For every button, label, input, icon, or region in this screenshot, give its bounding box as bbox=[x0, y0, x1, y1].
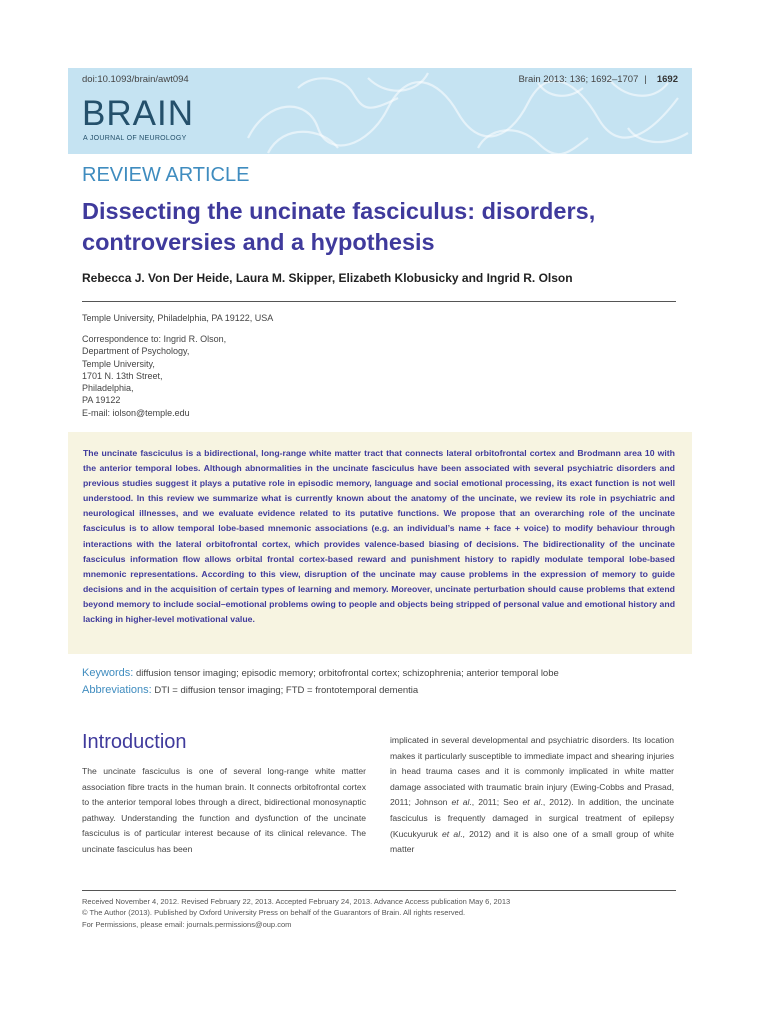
correspondence-line: Philadelphia, bbox=[82, 383, 134, 394]
introduction-heading: Introduction bbox=[82, 731, 187, 753]
correspondence-line: PA 19122 bbox=[82, 395, 121, 406]
intro-text: ., 2012) and it is also one of a small group of white matter bbox=[390, 828, 674, 855]
citation-separator: | bbox=[644, 74, 647, 85]
article-title: Dissecting the uncinate fasciculus: disorders, controversies and a hypothesis bbox=[82, 198, 596, 255]
abbreviations-line bbox=[82, 684, 418, 696]
et-al: et al bbox=[451, 797, 470, 808]
author-list: Rebecca J. Von Der Heide, Laura M. Skipper, Elizabeth Klobusicky and Ingrid R. Olson bbox=[82, 271, 573, 285]
footer-dates: Received November 4, 2012. Revised February 22, 2013. Accepted February 24, 2013. Advance Access publication May 6, 2013 bbox=[82, 897, 511, 906]
journal-logo: BRAIN bbox=[82, 94, 194, 133]
correspondence-email[interactable]: E-mail: iolson@temple.edu bbox=[82, 407, 190, 418]
footer-copyright: © The Author (2013). Published by Oxford University Press on behalf of the Guarantors of Brain. All rights reserved. bbox=[82, 908, 466, 918]
citation-info bbox=[518, 74, 678, 85]
journal-header-band bbox=[68, 68, 692, 154]
keywords-label: Keywords: bbox=[82, 667, 134, 679]
journal-subtitle: A JOURNAL OF NEUROLOGY bbox=[83, 135, 187, 142]
et-al: et al bbox=[442, 828, 461, 839]
intro-text: implicated in several developmental and psychiatric disorders. Its location makes it particularly susceptible to immediate impact and shearing injuries in head trauma cases and it is commonly implicated in white matter damage associated with traumatic brain injury (Ewing-Cobbs and Prasad, 2011; Johnson bbox=[390, 735, 674, 808]
abstract-text: The uncinate fasciculus is a bidirectional, long-range white matter tract that connects lateral orbitofrontal cortex and Brodmann area 10 with the anterior temporal lobes. Although abnormalities in the uncinate fasciculus have been associated with several psychiatric disorders and previous studies suggest it plays a putative role in episodic memory, language and social emotional processing, its exact function is not well understood. In this review we summarize what is currently known about the anatomy of the uncinate, we review its role in psychiatric and neurological illnesses, and we evaluate evidence related to its putative functions. We propose that an overarching role of the uncinate fasciculus is to allow temporal lobe-based mnemonic associations (e.g. an individual’s name + face + voice) to modify behaviour through interactions with the lateral orbitofrontal cortex, which provides valence-based biasing of decisions. The bidirectionality of the uncinate fasciculus information flow allows orbital frontal cortex-based reward and punishment history to rapidly modulate temporal lobe-based mnemonic representations. According to this view, disruption of the uncinate may cause problems in the expression of memory to guide decisions and in the acquisition of certain types of learning and memory. Moreover, uncinate perturbation should cause problems that extend beyond memory to include social–emotional problems owing to people and objects being stripped of personal value and emotional history and lacking in higher-level motivational value. bbox=[83, 448, 675, 625]
article-type: REVIEW ARTICLE bbox=[82, 164, 250, 186]
intro-text: ., 2011; Seo bbox=[469, 797, 523, 808]
correspondence-line: Temple University, bbox=[82, 358, 155, 369]
correspondence-line: Correspondence to: Ingrid R. Olson, bbox=[82, 334, 227, 344]
divider bbox=[82, 301, 676, 302]
abbreviations-label: Abbreviations: bbox=[82, 684, 152, 696]
introduction-column-left: The uncinate fasciculus is one of several long-range white matter association fibre tracts in the human brain. It connects orbitofrontal cortex to the anterior temporal lobes through a direct, bidirectional monosynaptic pathway. Understanding the function and dysfunction of the uncinate fasciculus is of particular interest because of its clinical relevance. The uncinate fasciculus has been bbox=[82, 766, 366, 854]
abbreviations-text: DTI = diffusion tensor imaging; FTD = frontotemporal dementia bbox=[154, 685, 419, 696]
doi-text[interactable]: doi:10.1093/brain/awt094 bbox=[82, 74, 189, 85]
footer-permissions[interactable]: For Permissions, please email: journals.permissions@oup.com bbox=[82, 919, 292, 929]
page-number: 1692 bbox=[656, 74, 678, 85]
introduction-column-right bbox=[390, 733, 674, 858]
et-al: et al bbox=[522, 797, 541, 808]
keywords-text: diffusion tensor imaging; episodic memory; orbitofrontal cortex; schizophrenia; anterior temporal lobe bbox=[136, 668, 559, 679]
footer-notes bbox=[82, 896, 510, 930]
footer-divider bbox=[82, 890, 676, 891]
abstract-box bbox=[68, 432, 692, 654]
citation-text: Brain 2013: 136; 1692–1707 bbox=[518, 74, 639, 85]
keywords-line bbox=[82, 667, 559, 679]
correspondence-line: Department of Psychology, bbox=[82, 346, 190, 357]
correspondence-line: 1701 N. 13th Street, bbox=[82, 370, 163, 381]
affiliation: Temple University, Philadelphia, PA 19122, USA bbox=[82, 313, 274, 323]
correspondence-block bbox=[82, 333, 226, 419]
intro-text: ., 2012). In addition, the uncinate fasciculus is frequently damaged in surgical treatment of epilepsy (Kucukyuruk bbox=[390, 797, 674, 839]
